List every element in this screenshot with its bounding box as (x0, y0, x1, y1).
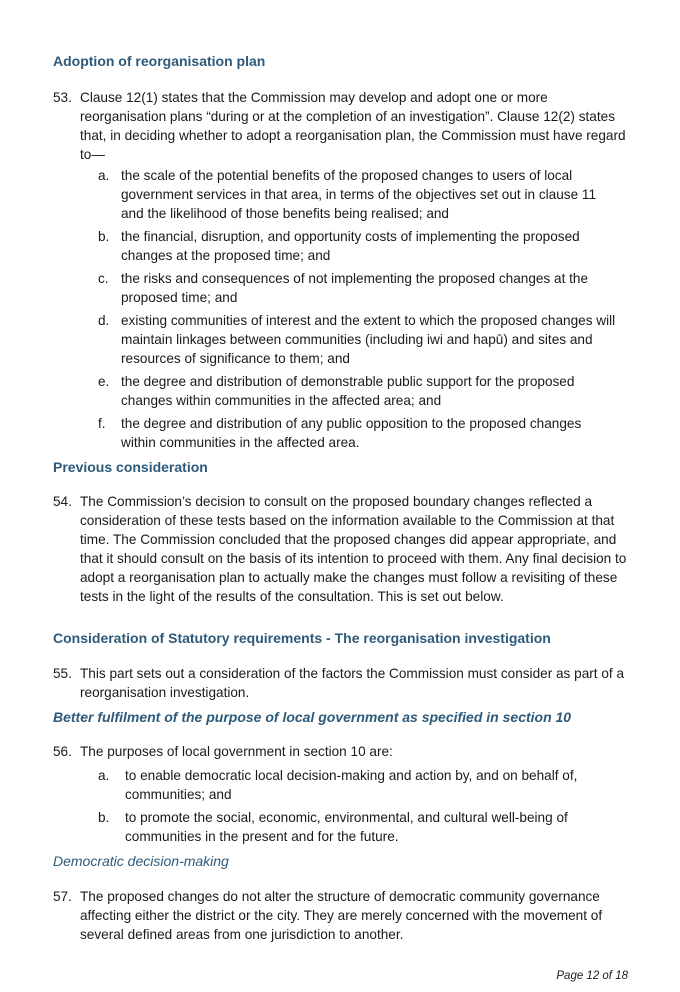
paragraph-number: 54. (53, 494, 72, 509)
list-text: to enable democratic local decision-making and action by, and on behalf of, communities; and (125, 768, 578, 802)
paragraph-55 (53, 664, 635, 702)
paragraph-text: The Commission’s decision to consult on the proposed boundary changes reflected a consideration of these tests based on the information available to the Commission at that time. The Commission concluded that the proposed changes did appear appropriate, and that it should consult on the basis of its intention to proceed with them. Any final decision to adopt a reorganisation plan to actually make the changes must follow a revisiting of these tests in the light of the results of the consultation. This is set out below. (80, 494, 627, 604)
list-text: the financial, disruption, and opportunity costs of implementing the proposed changes at the proposed time; and (121, 229, 580, 263)
paragraph-number: 56. (53, 744, 72, 759)
list-item-53e (98, 372, 618, 410)
page-number: Page 12 of 18 (556, 970, 628, 982)
list-item-53c (98, 269, 618, 307)
section-heading-adoption: Adoption of reorganisation plan (53, 53, 266, 69)
list-text: the degree and distribution of any public opposition to the proposed changes within communities in the affected area. (121, 416, 582, 450)
list-text: to promote the social, economic, environmental, and cultural well-being of communities in the present and for the future. (125, 810, 568, 844)
list-label: d. (98, 313, 110, 328)
list-text: existing communities of interest and the extent to which the proposed changes will maintain linkages between communities (including iwi and hapū) and sites and resources of significance to them; and (121, 313, 616, 366)
list-label: b. (98, 229, 110, 244)
list-label: c. (98, 271, 109, 286)
paragraph-text: The proposed changes do not alter the structure of democratic community governance affecting either the district or the city. They are merely concerned with the movement of several defined areas from one jurisdiction to another. (80, 889, 603, 942)
paragraph-text: The purposes of local government in section 10 are: (80, 744, 393, 759)
section-heading-purpose: Better fulfilment of the purpose of local government as specified in section 10 (53, 709, 572, 725)
list-item-53b (98, 227, 618, 265)
section-heading-previous: Previous consideration (53, 459, 208, 475)
list-label: a. (98, 768, 110, 783)
paragraph-number: 53. (53, 90, 72, 105)
list-item-53d (98, 311, 618, 368)
list-item-53f (98, 414, 618, 452)
list-label: b. (98, 810, 110, 825)
paragraph-number: 55. (53, 666, 72, 681)
section-heading-democratic: Democratic decision-making (53, 853, 229, 869)
list-text: the risks and consequences of not implementing the proposed changes at the proposed time; and (121, 271, 589, 305)
paragraph-56 (53, 742, 635, 761)
list-text: the degree and distribution of demonstrable public support for the proposed changes within communities in the affected area; and (121, 374, 575, 408)
list-label: e. (98, 374, 110, 389)
paragraph-text: Clause 12(1) states that the Commission may develop and adopt one or more reorganisation plans “during or at the completion of an investigation”. Clause 12(2) states that, in deciding whether to adopt a reorganisation plan, the Commission must have regard to— (80, 90, 626, 162)
paragraph-57 (53, 887, 635, 944)
list-item-56a (98, 766, 618, 804)
paragraph-number: 57. (53, 889, 72, 904)
list-label: a. (98, 168, 110, 183)
paragraph-53 (53, 88, 635, 164)
list-item-53a (98, 166, 618, 223)
paragraph-54 (53, 492, 635, 606)
section-heading-statutory: Consideration of Statutory requirements - The reorganisation investigation (53, 630, 551, 646)
paragraph-text: This part sets out a consideration of the factors the Commission must consider as part of a reorganisation investigation. (80, 666, 625, 700)
list-text: the scale of the potential benefits of the proposed changes to users of local government services in that area, in terms of the objectives set out in clause 11 and the likelihood of those benefits being realised; and (121, 168, 597, 221)
list-item-56b (98, 808, 618, 846)
list-label: f. (98, 416, 106, 431)
